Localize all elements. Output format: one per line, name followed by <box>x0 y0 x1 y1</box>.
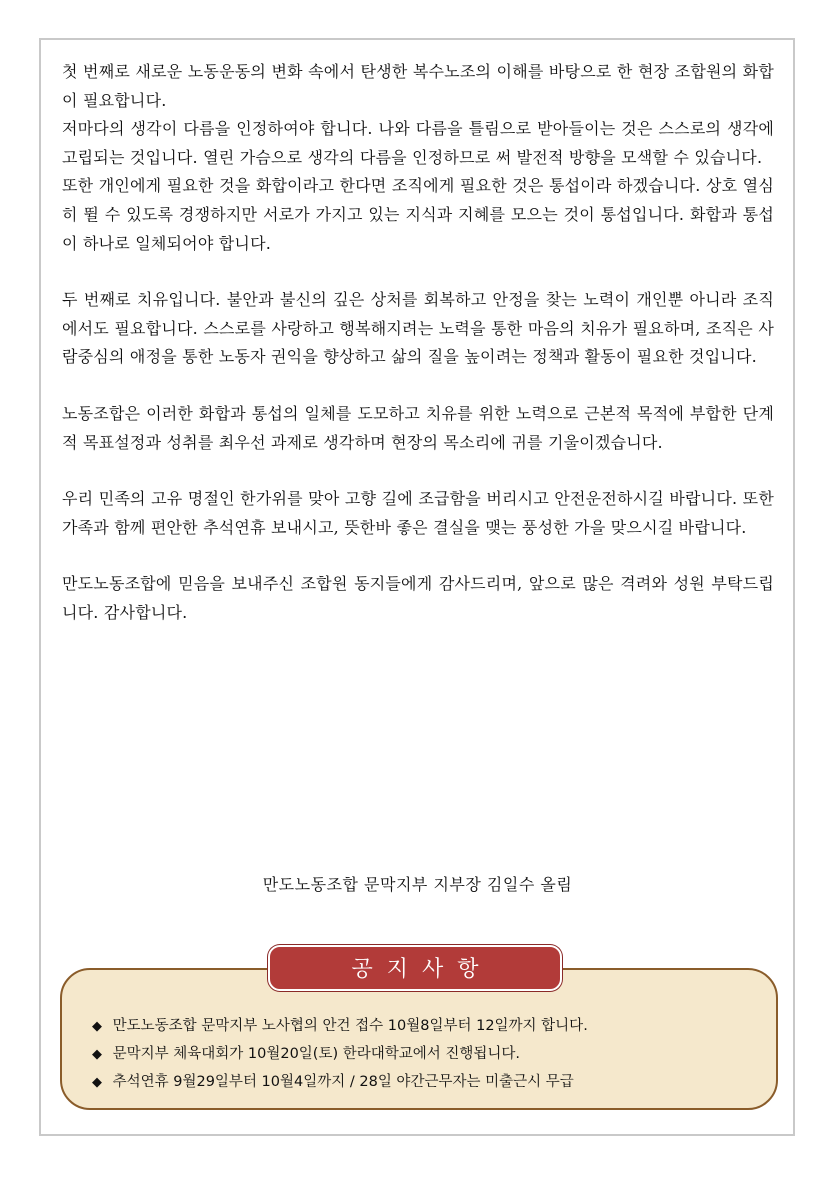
signature: 만도노동조합 문막지부 지부장 김일수 올림 <box>262 875 573 894</box>
paragraph-thanks: 만도노동조합에 믿음을 보내주신 조합원 동지들에게 감사드리며, 앞으로 많은 격려와 성원 부탁드립니다. 감사합니다. <box>62 574 774 622</box>
notice-item-text: 만도노동조합 문막지부 노사협의 안건 접수 10월8일부터 12일까지 합니다. <box>112 1018 588 1034</box>
notice-item <box>92 1040 762 1068</box>
paragraph-consilience: 또한 개인에게 필요한 것을 화합이라고 한다면 조직에게 필요한 것은 통섭이라 하겠습니다. 상호 열심히 뛸 수 있도록 경쟁하지만 서로가 가지고 있는 지식과 지혜를 모으는 것이 통섭입니다. 화합과 통섭이 하나로 일체되어야 합니다. <box>62 176 774 253</box>
notice-item <box>92 1012 762 1040</box>
diamond-bullet-icon: ◆ <box>92 1019 102 1034</box>
notice-title: 공지사항 <box>268 945 562 991</box>
notice-item <box>92 1068 762 1096</box>
paragraph-respect-difference: 저마다의 생각이 다름을 인정하여야 합니다. 나와 다름을 틀림으로 받아들이는 것은 스스로의 생각에 고립되는 것입니다. 열린 가슴으로 생각의 다름을 인정하므로 써 발전적 방향을 모색할 수 있습니다. <box>62 119 774 167</box>
paragraph-holiday-greeting: 우리 민족의 고유 명절인 한가위를 맞아 고향 길에 조급함을 버리시고 안전운전하시길 바랍니다. 또한 가족과 함께 편안한 추석연휴 보내시고, 뜻한바 좋은 결실을 맺는 풍성한 가을 맞으시길 바랍니다. <box>62 489 774 537</box>
paragraph-union-commitment: 노동조합은 이러한 화합과 통섭의 일체를 도모하고 치유를 위한 노력으로 근본적 목적에 부합한 단계적 목표설정과 성취를 최우선 과제로 생각하며 현장의 목소리에 귀를 기울이겠습니다. <box>62 403 774 452</box>
notice-list <box>92 1012 762 1096</box>
letter-body <box>62 58 774 628</box>
paragraph-healing: 두 번째로 치유입니다. 불안과 불신의 깊은 상처를 회복하고 안정을 찾는 노력이 개인뿐 아니라 조직에서도 필요합니다. 스스로를 사랑하고 행복해지려는 노력을 통한 마음의 치유가 필요하며, 조직은 사람중심의 애정을 통한 노동자 권익을 향상하고 삶의 질을 높이려는 정책과 활동이 필요한 것입니다. <box>62 290 774 367</box>
notice-item-text: 추석연휴 9월29일부터 10월4일까지 / 28일 야간근무자는 미출근시 무급 <box>112 1074 574 1090</box>
notice-item-text: 문막지부 체육대회가 10월20일(토) 한라대학교에서 진행됩니다. <box>112 1046 521 1062</box>
diamond-bullet-icon: ◆ <box>92 1047 102 1062</box>
paragraph-first-point: 첫 번째로 새로운 노동운동의 변화 속에서 탄생한 복수노조의 이해를 바탕으로 한 현장 조합원의 화합이 필요합니다. <box>62 62 774 110</box>
diamond-bullet-icon: ◆ <box>92 1075 102 1090</box>
